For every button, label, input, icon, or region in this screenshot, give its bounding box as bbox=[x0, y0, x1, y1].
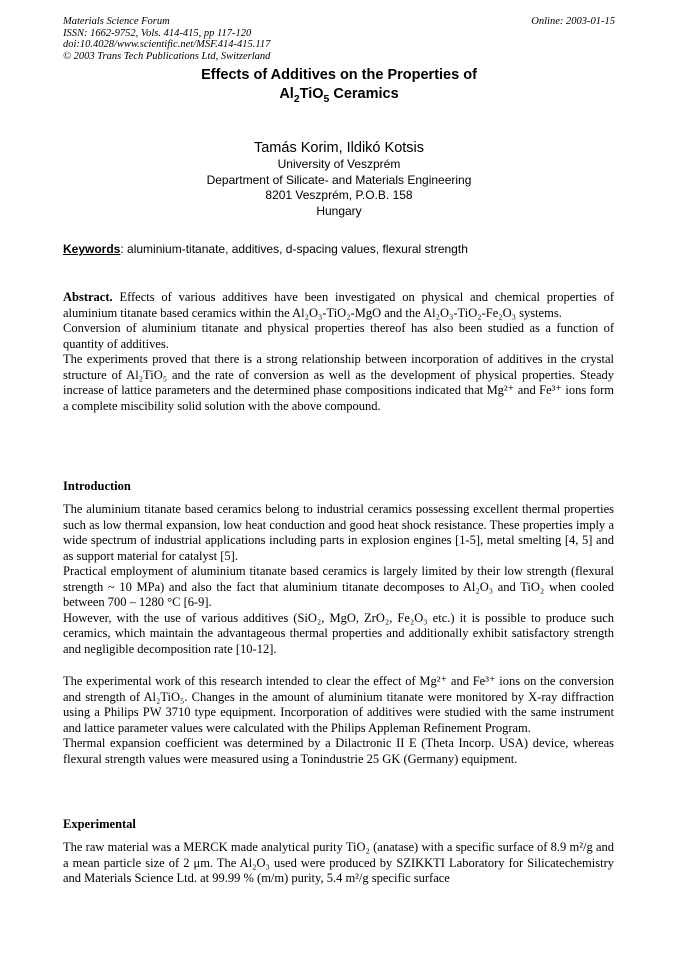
paper-title bbox=[0, 66, 678, 104]
keywords-label: Keywords bbox=[63, 242, 121, 256]
journal-name: Materials Science Forum bbox=[63, 16, 170, 27]
introduction-paragraph-1: The aluminium titanate based ceramics belong to industrial ceramics possessing excellent thermal properties such as low thermal expansion, low heat conduction and good heat shock resistance. These properties imply a wide spectrum of industrial applications including parts in explosion engines [1-5], metal smelting [4, 5] and as support material for catalyst [5]. bbox=[63, 502, 614, 563]
abstract-paragraph-1: Abstract. Effects of various additives have been investigated on physical and chemical properties of aluminium titanate based ceramics within the Al₂O₃-TiO₂-MgO and the Al₂O₃-TiO₂-Fe₂O₃ systems. bbox=[63, 290, 614, 320]
affiliation bbox=[0, 157, 678, 219]
abstract-paragraph-2: Conversion of aluminium titanate and physical properties thereof has also been studied as a function of quantity of additives. bbox=[63, 321, 614, 351]
introduction-paragraph-5: Thermal expansion coefficient was determined by a Dilactronic II E (Theta Incorp. USA) device, whereas flexural strength values were measured using a Tonindustrie 25 GK (Germany) equipment. bbox=[63, 736, 614, 766]
journal-header bbox=[63, 16, 615, 62]
abstract-paragraph-3: The experiments proved that there is a strong relationship between incorporation of additives in the crystal structure of Al₂TiO₅ and the rate of conversion as well as the development of physical properties. Steady increase of lattice parameters and the determined phase compositions indicated that Mg²⁺ and Fe³⁺ ions form a complete miscibility solid solution with the above compound. bbox=[63, 352, 614, 413]
experimental-paragraph-1: The raw material was a MERCK made analytical purity TiO₂ (anatase) with a specific surface of 8.9 m²/g and a mean particle size of 2 μm. The Al₂O₃ used were produced by SZIKKTI Laboratory for Silicatechemistry and Materials Science Ltd. at 99.99 % (m/m) purity, 5.4 m²/g specific surface bbox=[63, 840, 614, 885]
introduction-paragraph-4: The experimental work of this research intended to clear the effect of Mg²⁺ and Fe³⁺ ions on the conversion and strength of Al₂TiO₅. Changes in the amount of aluminium titanate were monitored by X-ray diffraction using a Philips PW 3710 type equipment. Incorporation of additives were studied with the same instrument and lattice parameter values were calculated with the Philips Appleman Refinement Program. bbox=[63, 674, 614, 735]
affiliation-address: 8201 Veszprém, P.O.B. 158 bbox=[265, 188, 413, 202]
title-line-1: Effects of Additives on the Properties of bbox=[201, 67, 477, 83]
keywords bbox=[63, 242, 615, 257]
authors: Tamás Korim, Ildikó Kotsis bbox=[253, 140, 425, 156]
journal-doi: doi:10.4028/www.scientific.net/MSF.414-415.117 bbox=[63, 39, 271, 50]
affiliation-country: Hungary bbox=[316, 203, 362, 218]
online-date: Online: 2003-01-15 bbox=[531, 16, 615, 27]
introduction-block-2 bbox=[63, 674, 614, 767]
experimental-block bbox=[63, 840, 614, 887]
affiliation-department: Department of Silicate- and Materials Engineering bbox=[206, 172, 472, 187]
keywords-text: : aluminium-titanate, additives, d-spacing values, flexural strength bbox=[120, 242, 468, 256]
experimental-heading: Experimental bbox=[63, 817, 136, 831]
abstract-label: Abstract. bbox=[63, 290, 113, 304]
introduction-paragraph-3: However, with the use of various additives (SiO₂, MgO, ZrO₂, Fe₂O₃ etc.) it is possible to produce such ceramics, which maintain the advantageous thermal properties and additionally exhibit satisfactory strength and negligible decomposition rate [10-12]. bbox=[63, 610, 614, 656]
title-line-2: $Al_2TiO_5$ Ceramics bbox=[279, 86, 399, 105]
abstract bbox=[63, 290, 614, 414]
introduction-block-1 bbox=[63, 502, 614, 657]
journal-copyright: © 2003 Trans Tech Publications Ltd, Switzerland bbox=[63, 50, 271, 62]
journal-issn: ISSN: 1662-9752, Vols. 414-415, pp 117-120 bbox=[63, 27, 252, 39]
affiliation-university: University of Veszprém bbox=[277, 157, 401, 171]
introduction-paragraph-2: Practical employment of aluminium titanate based ceramics is largely limited by their low strength (flexural strength ~ 10 MPa) and also the fact that aluminium titanate decomposes to Al₂O₃ and TiO₂ when cooled between 700 – 1280 °C [6-9]. bbox=[63, 564, 614, 609]
introduction-heading: Introduction bbox=[63, 479, 131, 493]
